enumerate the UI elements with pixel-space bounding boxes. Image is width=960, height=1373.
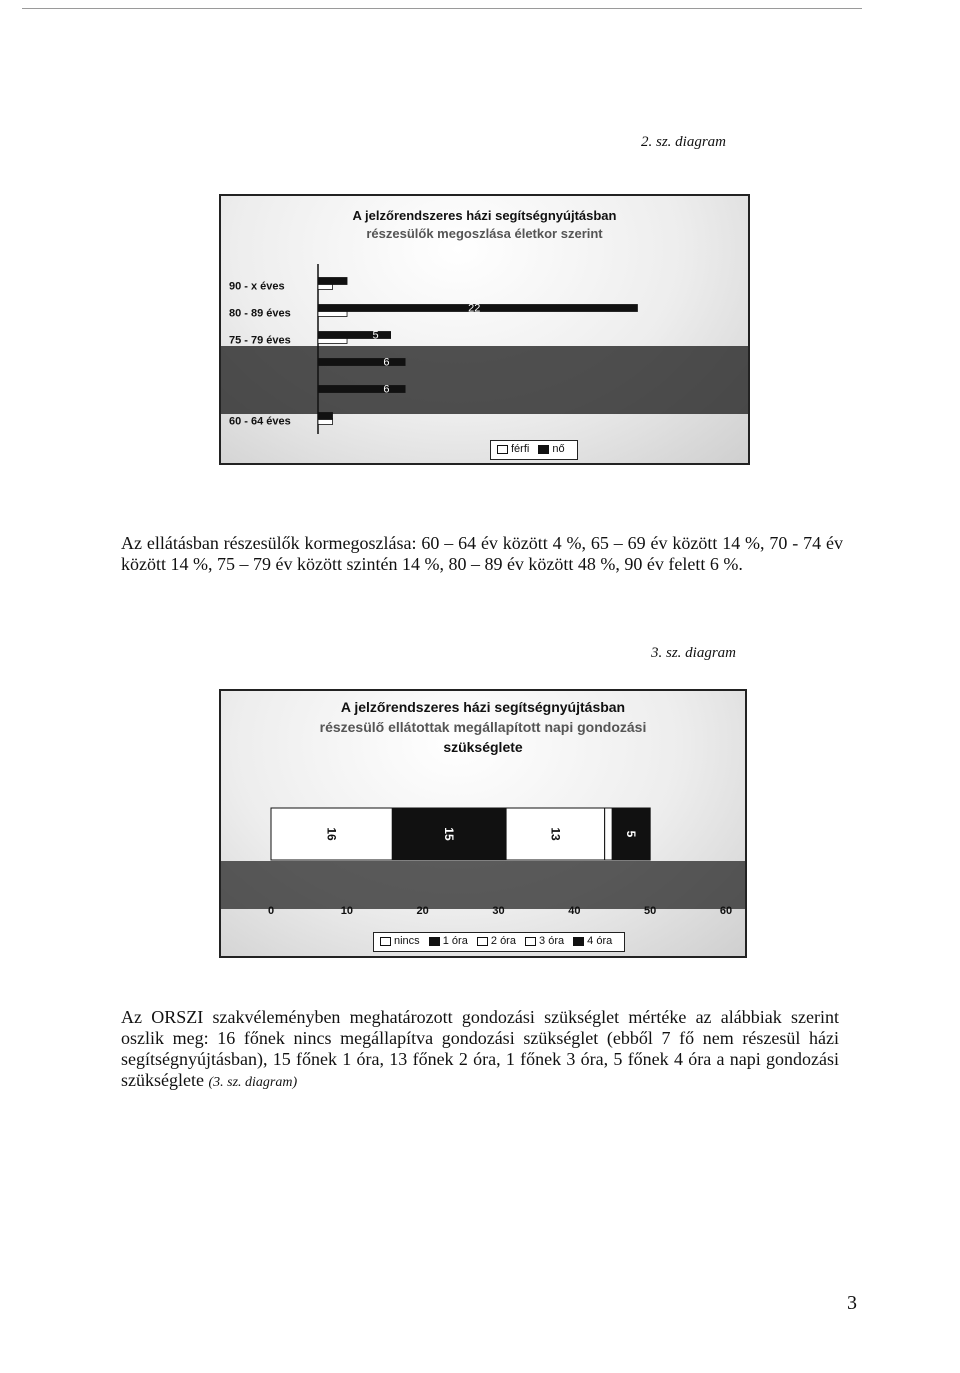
bar-no — [318, 359, 405, 366]
bar-no — [318, 278, 347, 285]
segment-label: 16 — [324, 827, 339, 841]
paragraph-care-need-text: Az ORSZI szakvéleményben meghatározott gondozási szükséglet mértéke az alábbiak szerint oszlik meg: 16 főnek nincs megállapítva gondozási szükséglet (ebből 7 fő nem részesül házi segítségnyújtásban), 15 főnek 1 óra, 13 főnek 2 óra, 1 főnek 3 óra, 5 főnek 4 óra a napi gondozási szükséglete — [121, 1007, 839, 1090]
care-need-chart — [219, 689, 747, 958]
legend-item-1-ora: 1 óra — [429, 935, 468, 947]
age-bar-plot — [221, 196, 748, 463]
chart-2-title-line1: A jelzőrendszeres házi segítségnyújtásban — [352, 208, 617, 223]
diagram-reference: (3. sz. diagram) — [208, 1075, 298, 1090]
x-tick-label: 0 — [267, 905, 275, 917]
care-need-bar-plot — [221, 691, 745, 956]
segment-label: 5 — [624, 830, 639, 838]
legend-item-nincs: nincs — [380, 935, 420, 947]
stack-segment — [605, 808, 613, 860]
legend-item-4-ora: 4 óra — [573, 935, 612, 947]
data-label: 22 — [468, 302, 481, 315]
bar-no — [318, 386, 405, 393]
dark-band — [221, 861, 745, 909]
category-label: 90 - x éves — [229, 280, 285, 293]
category-label: 80 - 89 éves — [229, 307, 291, 320]
diagram-2-label: 2. sz. diagram — [641, 134, 727, 150]
x-tick-label: 60 — [719, 905, 733, 917]
paragraph-care-need — [121, 1007, 839, 1093]
category-label: 75 - 79 éves — [229, 334, 291, 347]
legend-item-2-ora: 2 óra — [477, 935, 516, 947]
chart-3-title-line3: szükséglete — [443, 739, 523, 755]
legend-item-ferfi: férfi — [497, 443, 529, 455]
age-distribution-chart — [219, 194, 750, 465]
legend-item-3-ora: 3 óra — [525, 935, 564, 947]
x-tick-label: 10 — [340, 905, 353, 917]
diagram-3-label: 3. sz. diagram — [651, 645, 737, 661]
x-tick-label: 30 — [492, 905, 505, 917]
segment-label: 15 — [442, 827, 457, 841]
page-top-rule — [22, 8, 862, 9]
data-label: 6 — [383, 383, 390, 396]
chart-3-title-line2: részesülő ellátottak megállapított napi gondozási — [319, 719, 647, 735]
chart-2-title-line2: részesülők megoszlása életkor szerint — [366, 226, 603, 241]
x-tick-label: 40 — [568, 905, 581, 917]
data-label: 5 — [372, 329, 379, 342]
data-label: 6 — [383, 356, 390, 369]
chart-3-legend — [373, 932, 625, 952]
x-tick-label: 20 — [416, 905, 429, 917]
segment-label: 13 — [548, 827, 563, 841]
chart-2-legend — [490, 440, 578, 460]
category-label: 60 - 64 éves — [229, 415, 291, 428]
page-number: 3 — [847, 1292, 857, 1314]
legend-item-no: nő — [538, 443, 564, 455]
bar-no — [318, 332, 391, 339]
chart-3-title-line1: A jelzőrendszeres házi segítségnyújtásban — [340, 699, 626, 715]
paragraph-age-distribution: Az ellátásban részesülők kormegoszlása: 60 – 64 év között 4 %, 65 – 69 év között 14 %, 70 - 74 év között 14 %, 75 – 79 év között szintén 14 %, 80 – 89 év között 48 %, 90 év felett 6 %. — [121, 533, 843, 574]
x-tick-label: 50 — [644, 905, 657, 917]
bar-no — [318, 413, 333, 420]
dark-band — [221, 346, 748, 414]
